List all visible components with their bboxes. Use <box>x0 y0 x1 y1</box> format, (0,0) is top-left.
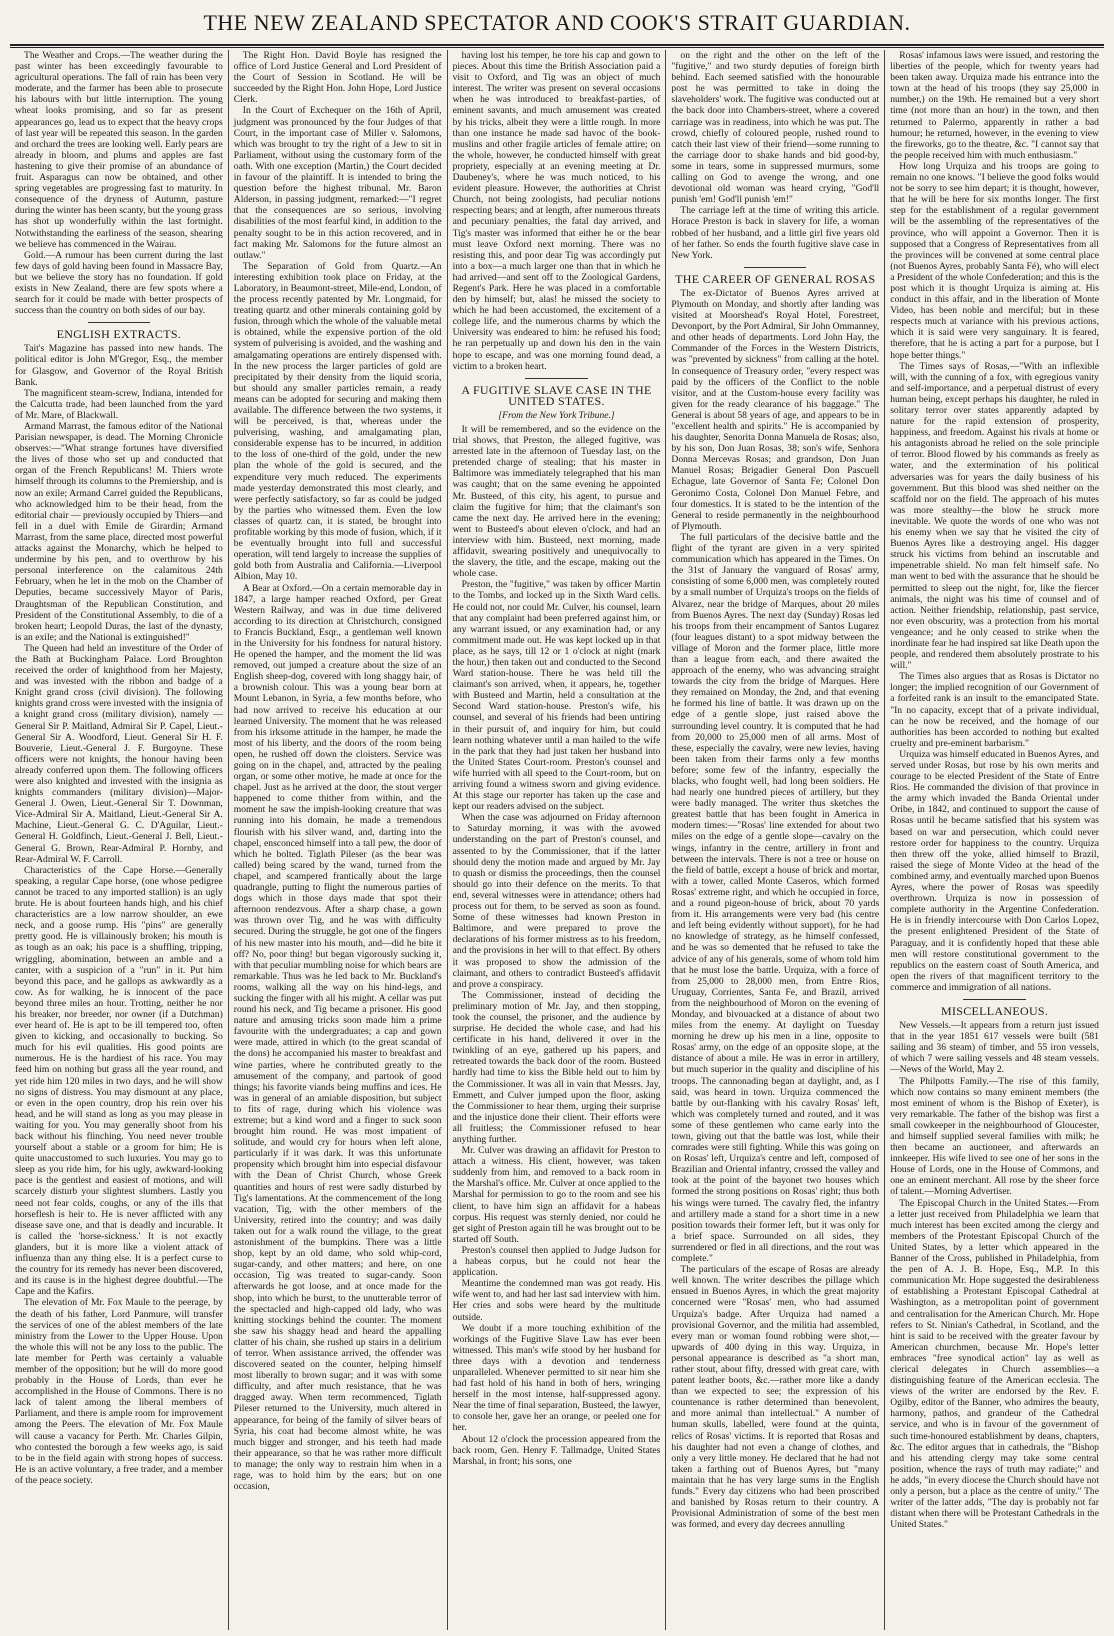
heading-fugitive-slave: A FUGITIVE SLAVE CASE IN THE UNITED STATES. <box>461 382 652 408</box>
article-order-of-bath: The Queen had held an investiture of the Order of the Bath at Buckingham Palace. Lord Broughton received the order of knighthood from her Majesty, and was invested with the ribbon and badge of a Knight grand cross (civil division). The following knights grand cross were invested with the insignia of a knight grand cross (military division), namely —General Sir P. Maitland, Admiral Sir P. Capel, Lieut.-General Sir A. Woodford, Lieut. General Sir H. F. Bouverie, Lieut.-General J. F. Burgoyne. These officers were not knights, the honour having been already conferred upon them. The following officers were also knighted and invested with the insignia as knights commanders (military division)—Major-General J. Owen, Lieut.-General Sir T. Downman, Vice-Admiral Sir A. Maitland, Lieut.-General Sir A. Machine, Lieut.-General G. C. D'Aguilar, Lieut.-General H. Goldfinch, Lieut.-General J. Bell, Lieut.-General G. Brown, Rear-Admiral P. Hornby, and Rear-Admiral W. F. Carroll. <box>15 642 223 865</box>
heading-miscellaneous: MISCELLANEOUS. <box>940 1003 1049 1018</box>
article-fugitive-end: The carriage left at the time of writing this article. Horace Preston is back in slavery for life, a woman robbed of her husband, and a little girl five years old of her father. So ends the fourth fugitive slave case in New York. <box>671 205 880 261</box>
article-rosas-p1: The ex-Dictator of Buenos Ayres arrived at Plymouth on Monday, and shortly after landing was visited at Moorshead's Royal Hotel, Forestreet, Devonport, by the Port Admiral, Sir John Ommanney, and other heads of departments. Lord John Hay, the Commander of the Forces in the Western Districts, was "prevented by sickness" from calling at the hotel. In consequence of Treasury order, "every respect was paid by the officers of the Conflict to the noble visitor, and at the Custom-house every facility was given for the ready clearance of his baggage." The General is about 58 years of age, and appears to be in "excellent health and spirits." He is accompanied by his daughter, Senorita Donna Manuela de Rosas; also, by his son, Don Juan Rosas, 38; son's wife, Senhora Donna Mercevas Rosas; and grandson, Don Juan Manuel Rosas; Brigadier General Don Pascuell Echague, late Governor of Santa Fe; Colonel Don Geronimo Costa, Colonel Don Manuel Febre, and four domestics. It is stated to be the intention of the General to reside permanently in the neighbourhood of Plymouth. <box>671 287 880 532</box>
article-cape-horse: Characteristics of the Cape Horse.—Generally speaking, a regular Cape horse, (one whose pedigree cannot be traced to any imported stallion) is an ugly brute. He is about fourteen hands high, and his chief characteristics are a low narrow shoulder, an ewe neck, and a goose rump. His "pins" are generally pretty good. He is villainously broken; his mouth is as tough as an oak; his pace is a shuffling, tripping, wriggling, abomination, between an amble and a canter, with a suspicion of a "run" in it. Put him beyond this pace, and he gallops as awkwardly as a cow. As for walking, he is innocent of the pace beyond three miles an hour. Trotting, neither he nor his breaker, nor breeder, nor owner (if a Dutchman) ever heard of. He is apt to be ill tempered too, often given to kicking, and occasionally to bucking. So much for his evil qualities. His good points are numerous. He is the hardiest of his race. You may feed him on nothing but grass all the year round, and yet ride him 120 miles in two days, and he will show no signs of distress. You may dismount at any place, or even in the open country, drop his rein over his head, and he will stand as long as you may please in waiting for you. You may generally shoot from his back without his flinching. You need never trouble yourself about a stable or a groom for him; He is quite unaccustomed to such luxuries. You may go to sleep as you ride him, for his ugly, awkward-looking pace is the gentlest and easiest of motions, and will scarcely disturb your slightest slumbers. Lastly you need not fear colds, coughs, or any of the ills that horseflesh is heir to. He is never afflicted with any disease save one, and that is deadly and incurable. It is called the 'horse-sickness.' It is not exactly glanders, but it is more like a violent attack of influenza than any thing else. It is a perfect curse to the country for its remedy has never been discovered, and its cause is in the highest degree doubtful.—The Cape and the Kafirs. <box>15 864 223 1298</box>
section-divider <box>671 264 879 270</box>
article-bear-oxford: A Bear at Oxford.—On a certain memorable day in 1847, a large hamper reached Oxford, per Great Western Railway, and was in due time delivered according to its direction at Christchurch, consigned to Francis Buckland, Esqr., a gentleman well known in the University for his fondness for natural history. He opened the hamper, and the moment the lid was removed, out jumped a creature about the size of an English sheep-dog, covered with long shaggy hair, of a brownish colour. This was a young bear born at Mount Lebanon, in Syria, a few months before, who had now arrived to receive his education at our learned University. The moment that he was released from his irksome attitude in the hamper, he made the most of his liberty, and the doors of the room being open, he rushed off down the cloisters. Service was going on in the chapel, and, attracted by the pealing organ, or some other motive, he made at once for the chapel. Just as he arrived at the door, the stout verger happened to come thither from within, and the moment he saw the impish-looking creature that was running into his domain, he made a tremendous flourish with his silver wand, and, darting into the chapel, ensconced himself into a tall pew, the door of which he bolted. Tiglath Pileser (as the bear was called) being scared by the wand, turned from the chapel, and scampered frantically about the large quadrangle, putting to flight the numerous parties of dogs which in those days made that spot their afternoon rendezvous. After a sharp chase, a gown was thrown over Tig, and he was with difficulty secured. During the struggle, he got one of the fingers of his new master into his mouth, and—did he bite it off? No, poor thing! but began vigorously sucking it, with that peculiar mumbling noise for which bears are remarkable. Thus was he led back to Mr. Buckland's rooms, walking all the way on his hind-legs, and sucking the finger with all his might. A cellar was put round his neck, and Tig became a prisoner. His good nature and amusing tricks soon made him a prime favourite with the undergraduates; a cap and gown were made, attired in which (to the great scandal of the dons) he accompanied his master to breakfast and wine parties, where he contributed greatly to the amusement of the company, and partook of good things; his favorite viands being muffins and ices. He was in general of an amiable disposition, but subject to fits of rage, during which his violence was extreme; but a kind word and a finger to suck soon brought him round. He was most impatient of solitude, and would cry for hours when left alone, particularly if it was dark. It was this unfortunate propensity which brought him into especial disfavour with the Dean of Christ Church, whose Greek quantities and hours of rest were sadly disturbed by Tig's lamentations. At the commencement of the long vacation, Tig, with the other members of the University, retired into the country; and was daily taken out for a walk round the village, to the great astonishment of the bumpkins. There was a little shop, kept by an old dame, who sold whip-cord, sugar-candy, and other matters; and here, on one occasion, Tig was treated to sugar-candy. Soon afterwards he got loose, and at once made for the shop, into which he burst, to the unutterable terror of the spectacled and high-capped old lady, who was knitting stockings behind the counter. The moment she saw his shaggy head and heard the appalling clatter of his chain, she rushed up stairs in a delirium of terror. When assistance arrived, the offender was discovered seated on the counter, helping himself most liberally to brown sugar; and it was with some difficulty, and after much resistance, that he was dragged away. When term recommenced, Tiglath Pileser returned to the University, much altered in appearance, for being of the family of silver bears of Syria, his coat had become almost white, he was much bigger and stronger, and his teeth had made their appearance, so that he was rather more difficult to manage; the only way to restrain him when in a rage, was to hold him by the ears; but on one occasion, <box>233 582 442 1493</box>
column-4 <box>666 50 885 1630</box>
article-taits-magazine: Tait's Magazine has passed into new hands. The political editor is John M'Gregor, Esq., the member for Glasgow, and Governor of the Royal British Bank. <box>15 343 223 388</box>
masthead-title: THE NEW ZEALAND SPECTATOR AND COOK'S STRAIT GUARDIAN. <box>203 10 911 35</box>
article-fugitive-p7: Meantime the condemned man was got ready. His wife went to, and had her last sad interview with him. Her cries and sobs were heard by the multitude outside. <box>452 1278 661 1323</box>
heading-english-extracts: ENGLISH EXTRACTS. <box>56 327 182 342</box>
article-gold-rumour: Gold.—A rumour has been current during the last few days of gold having been found in Massacre Bay, but we believe the story has no foundation. If gold exists in New Zealand, there are few spots where a search for it could be made with better prospects of success than the country on both sides of our bay. <box>15 249 223 317</box>
article-fox-maule: The elevation of Mr. Fox Maule to the peerage, by the death of his father, Lord Panmure, will transfer the services of one of the ablest members of the late ministry from the Lower to the Upper House. Upon the whole this will not be any loss to the public. The late member for Perth was certainly a valuable member of the opposition; but he will do more good probably in the House of Lords, than ever he accomplished in the House of Commons. There is no lack of talent among the liberal members of Parliament, and there is ample room for improvement among the Peers. The elevation of Mr. Fox Maule will cause a vacancy for Perth. Mr. Charles Gilpin, who contested the borough a few weeks ago, is said to be in the field again with strong hopes of success. He is an active voluntary, a free trader, and a member of the peace society. <box>15 1297 223 1486</box>
article-rosas-p2: The full particulars of the decisive battle and the flight of the tyrant are given in a very spirited communication which has appeared in the Times. On the 31st of January the vanguard of Rosas' army, consisting of some 6,000 men, was completely routed by a small number of Urquiza's troops on the fields of Alvarez, near the bridge of Marques, about 20 miles from Buenos Ayres. The next day (Sunday) Rosas led his troops from their encampment of Santos Lugarez (four leagues distant) to a spot midway between the village of Moron and the former place, little more than a league from each, and there awaited the approach of the enemy, who was advancing straight towards the city from the bridge of Marques. Here they remained on Monday, the 2nd, and that evening he formed his line of battle. It was drawn up on the edge of a gentle slope, just raised above the surrounding level country. It is computed that he had from 20,000 to 25,000 men of all arms. Most of these, especially the cavalry, were new levies, having been taken from their farms only a few months before; some few of the infantry, especially the blacks, who fought well, had long been soldiers. He had nearly one hundred pieces of artillery, but they were badly managed. The writer thus sketches the greatest battle that has been fought in America in modern times:—"Rosas' line extended for about two miles on the edge of a gentle slope—cavalry on the wings, infantry in the centre, artillery in front and between the intervals. There is not a tree or house on the field of battle, except a house of brick and mortar, with a tower, called Monte Caseros, which formed Rosas' extreme right, and which he occupied in force, and a round pigeon-house of brick, about 70 yards from it. His arrangements were very bad (his centre and left being evidently without support), for he had no knowledge of strategy, as he himself confessed, and he was so demented that he refused to take the advice of any of his generals, some of whom told him that he must lose the battle. Urquiza, with a force of from 25,000 to 28,000 men, from Entre Rios, Uruguay, Corrientes, Santa Fe, and Brazil, arrived from the neighbourhood of Moron on the evening of Monday, and bivouacked at a distance of about two miles from the enemy. At daylight on Tuesday morning he drew up his men in a line, opposite to Rosas' army, on the edge of an opposite slope, at the distance of about a mile. He was in error in artillery, but much superior in the quality and discipline of his troops. The cannonading began at daylight, and, as I said, was heard in town. Urquiza commenced the battle by out-flanking with his cavalry Rosas' left, which was completely turned and routed, and it was some of these gentlemen who came early into the town, giving out that the battle was lost, while their comrades were still fighting. While this was going on on Rosas' left, Urquiza's centre and left, composed of Brazilian and Oriental infantry, crossed the valley and took at the point of the bayonet two houses which formed the strong positions on Rosas' right; thus both his wings were turned. The cavalry fled, the infantry and artillery made a stand for a short time in a new position towards their former left, but it was only for a brief space. Surrounded on all sides, they surrendered or fled in all directions, and the rout was complete." <box>671 531 880 1265</box>
section-divider <box>15 319 223 325</box>
article-rosas-times: The Times says of Rosas,—"With an inflexible will, with the cunning of a fox, with egregious vanity and self-importance, and a perpetual distrust of every human being, except perhaps his daughter, he ruled in solitary terror over states apparently adapted by nature for the rapid extension of prosperity, happiness, and freedom. Against his rivals at home or his antagonists abroad he relied on the sole principle of terror. Blood flowed by his commands as freely as water, and the extermination of his political adversaries was for years the daily business of his government. But this blood was shed neither on the scaffold nor on the field. The approach of his mutes was more stealthy—the blow he struck more inevitable. We quote the words of one who was not his enemy when we say that he visited the city of Buenos Ayres like a destroying angel. His dagger struck his victims from behind an inscrutable and impenetrable shield. No man felt himself safe. No man went to bed with the assurance that he should be permitted to sleep out the night, for, like the fiercer animals, the night was his time of counsel and of action. Neither friendship, relationship, past service, nor even obscurity, was a protection from his mortal vengeance; and he only ceased to strike when the inordinate fear he had inspired sat like Death upon the people, and rendered them absolutely prostrate to his will." <box>890 360 1099 672</box>
article-fugitive-p8: We doubt if a more touching exhibition of the workings of the Fugitive Slave Law has ever been witnessed. This man's wife stood by her husband for three days with a devotion and tenderness unparalleled. Whenever permitted to sit near him she had fast hold of his hand in both of hers, wringing herself in the most intense, half-suppressed agony. Near the time of final separation, Busteed, the lawyer, to console her, gave her an orange, or peeled one for her. <box>452 1322 661 1434</box>
article-fugitive-p1: It will be remembered, and so the evidence on the trial shows, that Preston, the alleged fugitive, was arrested late in the afternoon of Tuesday last, on the pretended charge of stealing; that his master in Baltimore was immediately telegraphed that his man was caught; that on the same evening he appointed Mr. Busteed, of this city, his agent, to pursue and claim the fugitive for him; that the claimant's son came the next day. He arrived here in the evening; went to Busteed's about eleven o'clock, and had an interview with him. Busteed, next morning, made affidavit, swearing positively and unequivocally to the slavery, the title, and the escape, making out the whole case. <box>452 424 661 580</box>
column-1 <box>10 50 229 1630</box>
masthead <box>0 0 1114 46</box>
article-gold-quartz: The Separation of Gold from Quartz.—An interesting exhibition took place on Friday, at the Laboratory, in Beaumont-street, Mile-end, London, of the process recently patented by Mr. Longmaid, for treating quartz and other minerals containing gold by fusion, through which the whole of the valuable metal is obtained, while the expensive portion of the old system of pulverising is avoided, and the washing and amalgamating operations are entirely dispensed with. In the new process the larger particles of gold are precipitated by their density from the liquid scoria, but should any smaller particles remain, a ready means can be adopted for securing and making them available. The difference between the two systems, it will be perceived, is that, whereas under the pulverising, washing, and amalgamating plan, considerable expense has to be incurred, in addition to the loss of one-third of the gold, under the new plan the whole of the gold is secured, and the expenditure very much reduced. The experiments made yesterday demonstrated this most clearly, and were perfectly satisfactory, so far as could be judged by the parties who witnessed them. Even the low classes of quartz can, it is stated, be brought into profitable working by this mode of fusion, which, if it be eventually brought into full and successful operation, will tend largely to increase the supplies of gold both from Australia and California.—Liverpool Albion, May 10. <box>233 260 442 583</box>
article-new-vessels: New Vessels.—It appears from a return just issued that in the year 1851 617 vessels were built (581 sailing and 36 steam) of timber, and 55 iron vessels, of which 7 were sailing vessels and 48 steam vessels.—News of the World, May 2. <box>890 1020 1099 1076</box>
newspaper-columns <box>10 50 1104 1630</box>
article-urquiza-bio: Urquiza was himself educated in Buenos Ayres, and served under Rosas, but rose by his own merits and courage to be elected President of the State of Entre Rios. He commanded the division of that province in the army which invaded the Banda Oriental under Oribe, in 1842, and continued to support the cause of Rosas until he became satisfied that his system was based on war and persecution, which could never restore order for happiness to the country. Urquiza then threw off the yoke, allied himself to Brazil, raised the siege of Monte Video at the head of the combined army, and eventually marched upon Buenos Ayres, where the power of Rosas was speedily overthrown. Urquiza is now in possession of complete authority in the Argentine Confederation. He is in friendly intercourse with Don Carlos Lopez, the present enlightened President of the State of Paraguay, and it is confidently hoped that these able men will restore constitutional government to the republics on the eastern coast of South America, and open the rivers of that magnificent territory to the commerce and immigration of all nations. <box>890 748 1099 993</box>
column-5 <box>885 50 1104 1630</box>
column-3 <box>448 50 667 1630</box>
article-fugitive-p3: When the case was adjourned on Friday afternoon to Saturday morning, it was with the avowed understanding on the part of Preston's counsel, and assented to by the Commissioner, that if the latter should deny the motion made and argued by Mr. Jay to quash or dismiss the proceedings, then the counsel should go into their defence on the merits. To that end, several witnesses were in attendance; others had process out for them, to be served as soon as found. Some of these witnesses had known Preston in Baltimore, and were prepared to prove the declarations of his former mistress as to his freedom, and the provisions in her will to that effect. By others it was proposed to show the admission of the claimant, and others to contradict Busteed's affidavit and prove a conspiracy. <box>452 812 661 990</box>
heading-general-rosas: THE CAREER OF GENERAL ROSAS <box>675 271 876 286</box>
article-bear-oxford-cont: having lost his temper, he tore his cap and gown to pieces. About this time the British Association paid a visit to Oxford, and Tig was an object of much interest. The writer was present on several occasions when he was introduced to breakfast-parties, of eminent savants, and much amusement was created by his tricks, albeit they were a little rough. In more than one instance he made sad havoc of the book-muslins and other fragile articles of female attire; on the whole, however, he conducted himself with great propriety, especially at an evening meeting at Dr. Daubeney's, where he was much noticed, to his evident pleasure. However, the authorities at Christ Church, not being zoologists, had peculiar notions respecting bears; and at length, after numerous threats and pecuniary penalties, the fatal day arrived, and Tig's master was informed that either he or the bear must leave Oxford next morning. There was no resisting this, and poor dear Tig was accordingly put into a box—a much larger one than that in which he had arrived—and sent off to the Zoological Gardens, Regent's Park. Here he was placed in a comfortable den by himself; but, alas! he missed the society to which he had been accustomed, the excitement of a college life, and the numerous charms by which the University was endeared to him: he refused his food; he ran perpetually up and down his den in the vain hope to escape, and was one morning found dead, a victim to a broken heart. <box>452 50 661 372</box>
article-fugitive-p6: Preston's counsel then applied to Judge Judson for a habeas corpus, but he could not hear the application. <box>452 1244 661 1279</box>
article-david-boyle: The Right Hon. David Boyle has resigned the office of Lord Justice General and Lord President of the Court of Session in Scotland. He will be succeeded by the Right Hon. John Hope, Lord Justice Clerk. <box>233 50 442 106</box>
masthead-rule-top <box>10 44 1104 46</box>
source-note: [From the New York Tribune.] <box>498 409 615 421</box>
article-fugitive-p9: About 12 o'clock the procession appeared from the back room, Gen. Henry F. Tallmadge, United States Marshal, in front; his sons, one <box>452 1433 661 1467</box>
article-philpotts-family: The Philpotts Family.—The rise of this family, which now contains so many eminent members (the most eminent of whom is the Bishop of Exeter), is very remarkable. The father of the bishop was first a small cowkeeper in the neighbourhood of Gloucester, and himself supplied several families with milk; he then became an auctioneer, and afterwards an innkeeper. His wife lived to see one of her sons in the House of Lords, one in the House of Commons, and one an eminent merchant. All rose by the sheer force of talent.—Morning Advertiser. <box>890 1075 1099 1198</box>
article-indiana-steamer: The magnificent steam-screw, Indiana, intended for the Calcutta trade, had been launched from the yard of Mr. Mare, of Blackwall. <box>15 387 223 421</box>
article-rosas-times-2: The Times also argues that as Rosas is Dictator no longer; the implied recognition of our Government of a forfeited rank is an insult to the emancipated State. "In no capacity, except that of a private individual, can he now be received, and the homage of our authorities has been accorded to nothing but exalted cruelty and pre-eminent barbarism." <box>890 671 1099 749</box>
article-armand-marrast: Armand Marrast, the famous editor of the National Parisian newspaper, is dead. The Morning Chronicle observes:—"What strange fortunes have diversified the lives of those who set up and conducted that organ of the French Republicans! M. Thiers wrote himself through its columns to the Premiership, and is now an exile; Armand Carrel guided the Republicans, who acknowledged him to be their head, from the editorial chair — previously occupied by Thiers—and fell in a duel with Emile de Girardin; Armand Marrast, from the same place, directed most powerful attacks against the Monarchy, which he helped to undermine by his pen, and to overthrow by his personal interference on the calamitous 24th February, when he let in the mob on the Chamber of Deputies, became successively Mayor of Paris, Draughtsman of the Republican Constitution, and President of the Constitutional Assembly, to die of a broken heart; Leopold Duras, the last of the dynasty, is an exile; and the National is extinguished!" <box>15 421 223 643</box>
article-fugitive-cont: on the right and the other on the left of the "fugitive," and two sturdy deputies of foreign birth behind. Each seemed satisfied with the honourable post he was permitted to take in doing the slaveholders' work. The fugitive was conducted out at the back door into Chambers-street, where a covered carriage was in readiness, into which he was put. The crowd, chiefly of coloured people, rushed round to catch their last view of their friend—some running to the carriage door to shake hands and bid good-by, some in tears, some in suppressed murmurs, some calling on God to avenge the wrong, and one devotional old woman was heard crying, "God'll punish 'em! God'll punish 'em!" <box>671 50 880 206</box>
article-fugitive-p4: The Commissioner, instead of deciding the preliminary motion of Mr. Jay, and then stopping, took the counsel, the prisoner, and the audience by surprise. He decided the whole case, and had his certificate in his hand, delivered it over in the twinkling of an eye, gathered up his papers, and retreated towards the back door of the room. Busteed hardly had time to kiss the Bible held out to him by the Commissioner. It was all in vain that Messrs. Jay, Emmett, and Culver jumped upon the floor, asking the Commissioner to hear them, urging their surprise and the injustice done their client. Their efforts were all fruitless; the Commissioner refused to hear anything further. <box>452 989 661 1145</box>
article-episcopal-church: The Episcopal Church in the United States.—From a letter just received from Philadelphia we learn that much interest has been excited among the clergy and members of the Protestant Episcopal Church of the United States, by a letter which appeared in the Banner of the Cross, published in Philadelphia, from the pen of A. J. B. Hope, Esq., M.P. In this communication Mr. Hope suggested the desirableness of establishing a Protestant Episcopal Cathedral at Washington, as a metropolitan point of government and centralisation for the American Church. Mr. Hope refers to St. Ninian's Cathedral, in Scotland, and the hint is said to be received with the greater favour by American churchmen, because Mr. Hope's letter embraces "free synodical action" lay as well as clerical delegates in Church assemblies—a distinguishing feature of the American ecclesia. The views of the writer are endorsed by the Rev. F. Ogilby, editor of the Banner, who admires the beauty, harmony, pathos, and grandeur of the Cathedral service, and who is in favour of the government of such time-honoured establishment by deans, chapters, &c. The editor argues that in cathedrals, the "Bishop and his attending clergy may take some central position, whence the rays of truth may radiate;" and he adds, "in every diocese the Church should have not only a person, but a place as the centre of unity." The writer of the latter adds, "The day is probably not far distant when there will be Protestant Cathedrals in the United States." <box>890 1197 1099 1531</box>
article-weather-crops: The Weather and Crops.—The weather during the past winter has been exceedingly favourable to agricultural operations. The fall of rain has been very moderate, and the farmer has been able to prosecute his labours with but little interruption. The young wheat looks promising, and so far as present appearances go, lead us to expect that the heavy crops of last year will be repeated this season. In the garden and orchard the trees are looking well. Early pears are already in bloom, and plums and apples are fast hastening to give their promise of an abundance of fruit. Asparagus can now be obtained, and other spring vegetables are progressing fast to maturity. In consequence of the dryness of Autumn, pasture during the winter has been scanty, but the young grass has shot up wonderfully within the last fortnight. Notwithstanding the earliness of the season, shearing we believe has commenced in the Wairau. <box>15 50 223 250</box>
article-rosas-urquiza: How long Urquiza and his troops are going to remain no one knows. "I believe the good folks would not be sorry to see him depart; it is thought, however, that he will be here for six months longer. The first step for the establishment of a regular government will be the assembling of the representatives of the province, who will appoint a Governor. Then it is supposed that a Congress of Representatives from all the provinces will be convened at some central place (not Buenos Ayres, probably Santa Fé), who will elect a President of the whole Confederation; and this is the post which it is thought Urquiza is aiming at. His conduct in this affair, and in the liberation of Monte Video, has been noble and merciful; but in these respects much at variance with his previous actions, which it is said were very sanguinary. It is feared, therefore, that he is acting a part for a purpose, but I hope better things." <box>890 160 1099 361</box>
article-fugitive-p5: Mr. Culver was drawing an affidavit for Preston to attach a witness. His client, however, was taken suddenly from him, and removed to a back room in the Marshal's office. Mr. Culver at once applied to the Marshal for permission to go to the room and see his client, to have him sign an affidavit for a habeas corpus. His request was sternly denied, nor could he get sight of Preston again till he was brought out to be started off South. <box>452 1145 661 1245</box>
masthead-rule-bottom <box>10 47 1104 48</box>
section-divider <box>453 375 661 381</box>
article-court-exchequer: In the Court of Exchequer on the 16th of April, judgment was pronounced by the four Judges of that Court, in the important case of Miller v. Salomons, which was brought to try the right of a Jew to sit in Parliament, without using the customary form of the oath. With one exception (Martin,) the Court decided in favour of the plaintiff. It is intended to bring the question before the highest tribunal. Mr. Baron Alderson, in passing judgment, remarked:—"I regret that the consequences are so serious, involving disabilities of the most fearful kind, in addition to the penalty sought to be in this action recovered, and in fact making Mr. Salomons for the future almost an outlaw." <box>233 105 442 261</box>
column-2 <box>229 50 448 1630</box>
article-rosas-p3: The particulars of the escape of Rosas are already well known. The writer describes the pillage which ensued in Buenos Ayres, in which the great majority concerned were "Rosas' men, who had assumed Urquiza's badge. After Urquiza had named a provisional Governor, and the militia had assembled, every man or woman found robbing were shot,—upwards of 400 dying in this way. Urquiza, in personal appearance is described as "a short man, rather stout, about fifty, dressed with great care, with patent leather boots, &c.—rather more like a dandy than we expected to see; the expression of his countenance is rather determined than benevolent, and more animal than intellectual." A number of human skulls, labelled, were found at the quinta, relics of Rosas' victims. It is reported that Rosas and his daughter had not even a change of clothes, and only a very little money. He declared that he had not taken a farthing out of Buenos Ayres, but "many maintain that he has very large sums in the English funds." Every day citizens who had been proscribed and banished by Rosas return to their country. A Provisional Administration of some of the best men was formed, and every day decrees annulling <box>671 1264 880 1531</box>
article-rosas-cont: Rosas' infamous laws were issued, and restoring the liberties of the people, which for twenty years had been taken away. Urquiza made his entrance into the town at the head of his troops (they say 25,000 in number,) on the 19th. He remained but a very short time (not more than an hour) in the town, and then returned to Palermo, apparently in rather a bad humour; he returned, however, in the evening to view the fireworks, go to the theatre, &c. "I cannot say that the people received him with much enthusiasm." <box>890 50 1099 161</box>
section-divider <box>890 996 1099 1002</box>
article-fugitive-p2: Preston, the "fugitive," was taken by officer Martin to the Tombs, and locked up in the Sixth Ward cells. He could not, nor could Mr. Culver, his counsel, learn that any complaint had been preferred against him, or any warrant issued, or any examination had, or any commitment made out. He was kept locked up in that place, as he says, till 12 or 1 o'clock at night (mark the hour,) then taken out and conducted to the Second Ward station-house. There he was held till the claimant's son arrived, when, it appears, he, together with Busteed and Martin, held a consultation at the Second Ward station-house. Preston's wife, his counsel, and several of his friends had been untiring in their pursuit of, and inquiry for him, but could learn nothing whatever until a man hailed to the wife in the park that they had just taken her husband into the United States Court-room. Preston's counsel and wife hurried with all speed to the Court-room, but on arriving found a witness sworn and giving evidence. At this stage our reporter has taken up the case and kept our readers advised on the subject. <box>452 579 661 813</box>
